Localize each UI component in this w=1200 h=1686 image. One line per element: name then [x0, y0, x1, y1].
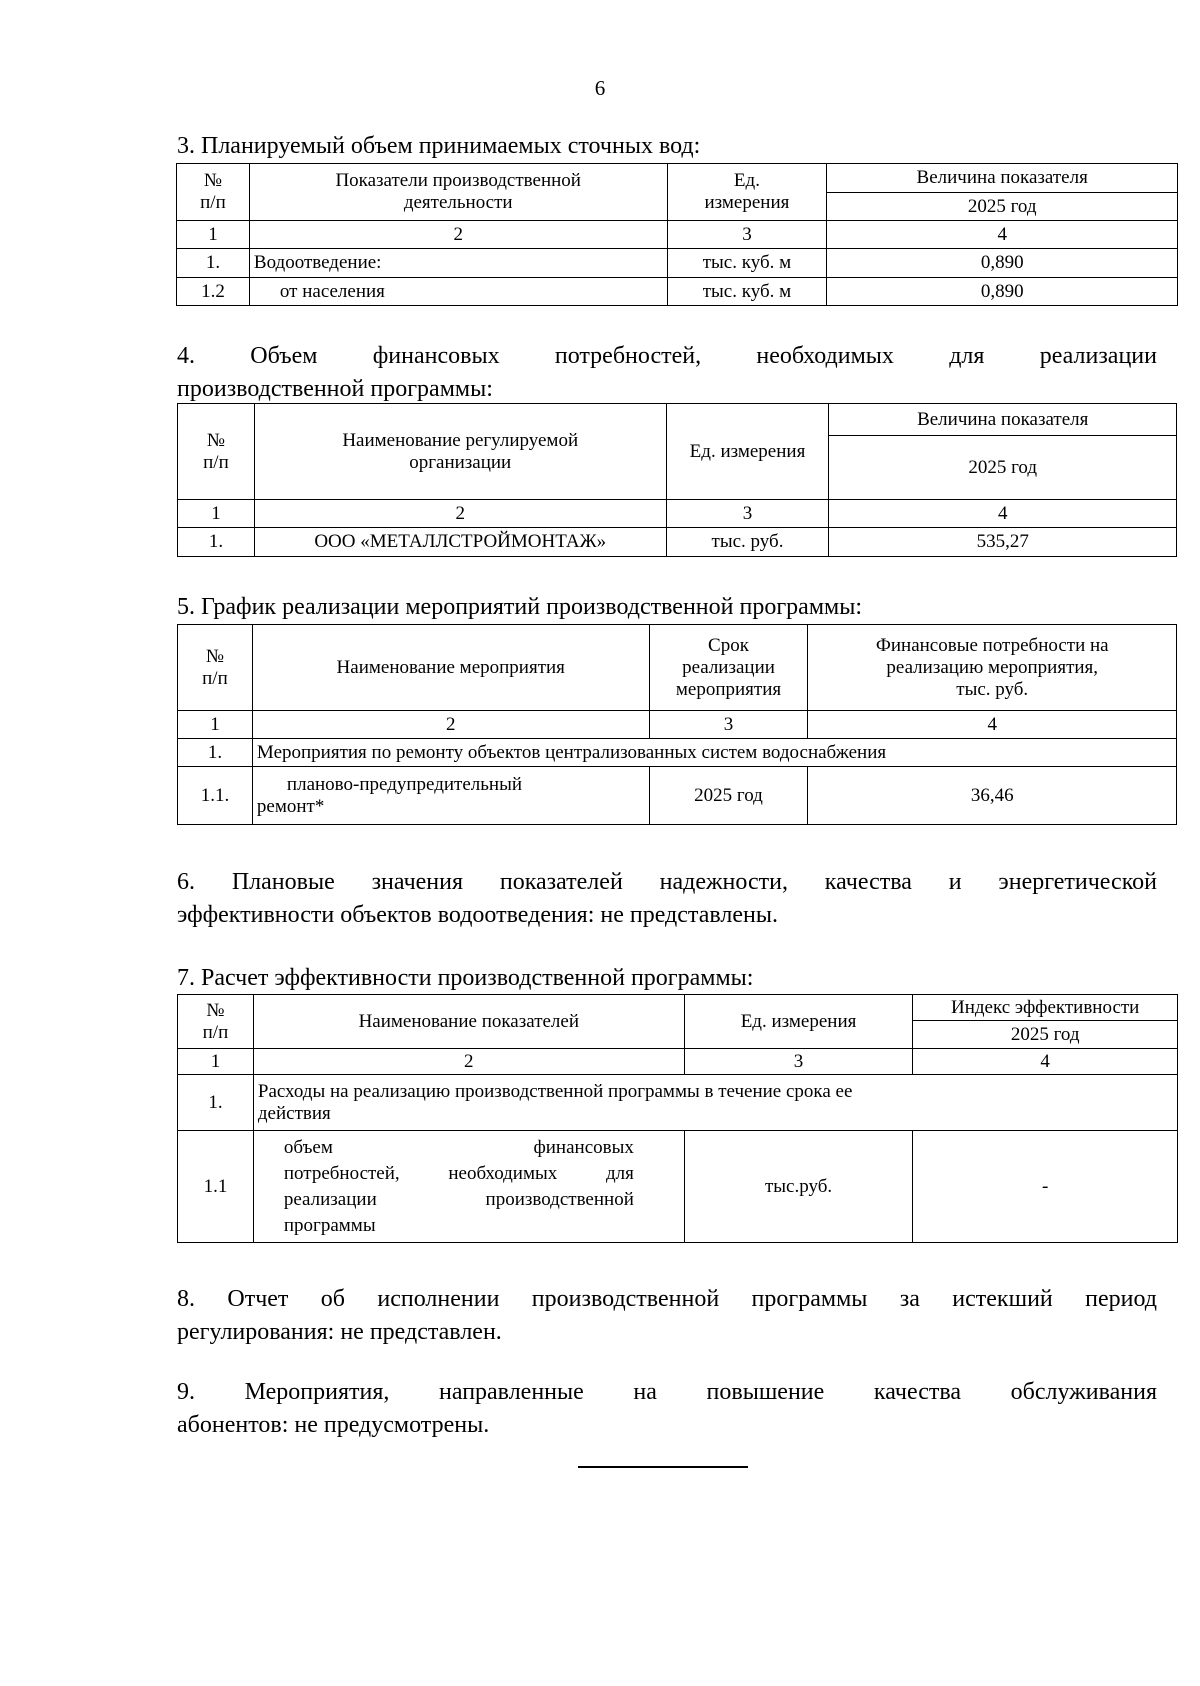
table-row [177, 278, 1178, 306]
row-value: 0,890 [827, 249, 1178, 278]
header-value: Величина показателя [829, 404, 1177, 436]
header-year: 2025 год [913, 1021, 1178, 1049]
section-3-title: 3. Планируемый объем принимаемых сточных вод: [177, 133, 701, 159]
row-value: 36,46 [808, 767, 1177, 825]
group-num: 1. [178, 1075, 254, 1131]
section-9-text: 9. Мероприятия, направленные на повышение качества обслуживания абонентов: не предусмотрены. [177, 1379, 1157, 1438]
index-cell: 3 [666, 500, 829, 528]
row-name: объем финансовых потребностей, необходимых для реализации производственной программы [253, 1131, 684, 1243]
table-row [178, 767, 1177, 825]
index-cell: 2 [252, 711, 649, 739]
table-row [178, 528, 1177, 557]
row-unit: тыс. куб. м [667, 278, 827, 306]
financial-needs-table [177, 403, 1177, 557]
index-cell: 2 [253, 1049, 684, 1075]
index-cell: 2 [249, 221, 667, 249]
group-text: Мероприятия по ремонту объектов централизованных систем водоснабжения [252, 739, 1176, 767]
header-unit: Ед. измерения [684, 995, 913, 1049]
index-cell: 3 [684, 1049, 913, 1075]
row-name: планово-предупредительный ремонт* [252, 767, 649, 825]
header-num: № п/п [178, 995, 254, 1049]
row-name: Водоотведение: [249, 249, 667, 278]
group-num: 1. [178, 739, 253, 767]
header-unit: Ед. измерения [666, 404, 829, 500]
table-index-row [178, 1049, 1178, 1075]
header-num: № п/п [177, 164, 250, 221]
row-unit: тыс. куб. м [667, 249, 827, 278]
header-num: № п/п [178, 625, 253, 711]
table-row [178, 1131, 1178, 1243]
header-value: Величина показателя [827, 164, 1178, 193]
row-value: 535,27 [829, 528, 1177, 557]
row-unit: тыс.руб. [684, 1131, 913, 1243]
efficiency-table [177, 994, 1178, 1243]
row-num: 1. [178, 528, 255, 557]
header-term: Срок реализации мероприятия [649, 625, 808, 711]
section-7-title: 7. Расчет эффективности производственной программы: [177, 965, 754, 991]
header-unit: Ед. измерения [667, 164, 827, 221]
index-cell: 3 [649, 711, 808, 739]
index-cell: 1 [178, 500, 255, 528]
index-cell: 1 [177, 221, 250, 249]
row-unit: тыс. руб. [666, 528, 829, 557]
table-index-row [178, 711, 1177, 739]
table-group-row [178, 739, 1177, 767]
activities-schedule-table [177, 624, 1177, 825]
row-term: 2025 год [649, 767, 808, 825]
row-value: - [913, 1131, 1178, 1243]
section-8-text: 8. Отчет об исполнении производственной программы за истекший период регулирования: не представлен. [177, 1286, 1157, 1345]
index-cell: 1 [178, 1049, 254, 1075]
index-cell: 4 [913, 1049, 1178, 1075]
group-text: Расходы на реализацию производственной программы в течение срока ее действия [253, 1075, 1177, 1131]
header-year: 2025 год [829, 436, 1177, 500]
row-value: 0,890 [827, 278, 1178, 306]
header-num: № п/п [178, 404, 255, 500]
table-index-row [177, 221, 1178, 249]
row-num: 1.2 [177, 278, 250, 306]
header-efficiency-index: Индекс эффективности [913, 995, 1178, 1021]
page-number: 6 [594, 76, 606, 100]
index-cell: 3 [667, 221, 827, 249]
row-num: 1.1 [178, 1131, 254, 1243]
section-5-title: 5. График реализации мероприятий производственной программы: [177, 594, 862, 620]
index-cell: 4 [827, 221, 1178, 249]
end-separator-line [578, 1466, 748, 1468]
header-activity: Наименование мероприятия [252, 625, 649, 711]
row-num: 1.1. [178, 767, 253, 825]
index-cell: 4 [808, 711, 1177, 739]
index-cell: 4 [829, 500, 1177, 528]
section-6-text: 6. Плановые значения показателей надежности, качества и энергетической эффективности объектов водоотведения: не представлены. [177, 869, 1157, 928]
row-name: ООО «МЕТАЛЛСТРОЙМОНТАЖ» [254, 528, 666, 557]
index-cell: 1 [178, 711, 253, 739]
table-index-row [178, 500, 1177, 528]
header-financial-needs: Финансовые потребности на реализацию мероприятия, тыс. руб. [808, 625, 1177, 711]
header-indicators: Наименование показателей [253, 995, 684, 1049]
table-row [177, 249, 1178, 278]
index-cell: 2 [254, 500, 666, 528]
table-group-row [178, 1075, 1178, 1131]
wastewater-volume-table [176, 163, 1178, 306]
header-year: 2025 год [827, 193, 1178, 221]
row-name: от населения [249, 278, 667, 306]
header-organization: Наименование регулируемой организации [254, 404, 666, 500]
section-4-title: 4. Объем финансовых потребностей, необходимых для реализации производственной программы: [177, 343, 1157, 402]
row-num: 1. [177, 249, 250, 278]
header-indicator: Показатели производственной деятельности [249, 164, 667, 221]
